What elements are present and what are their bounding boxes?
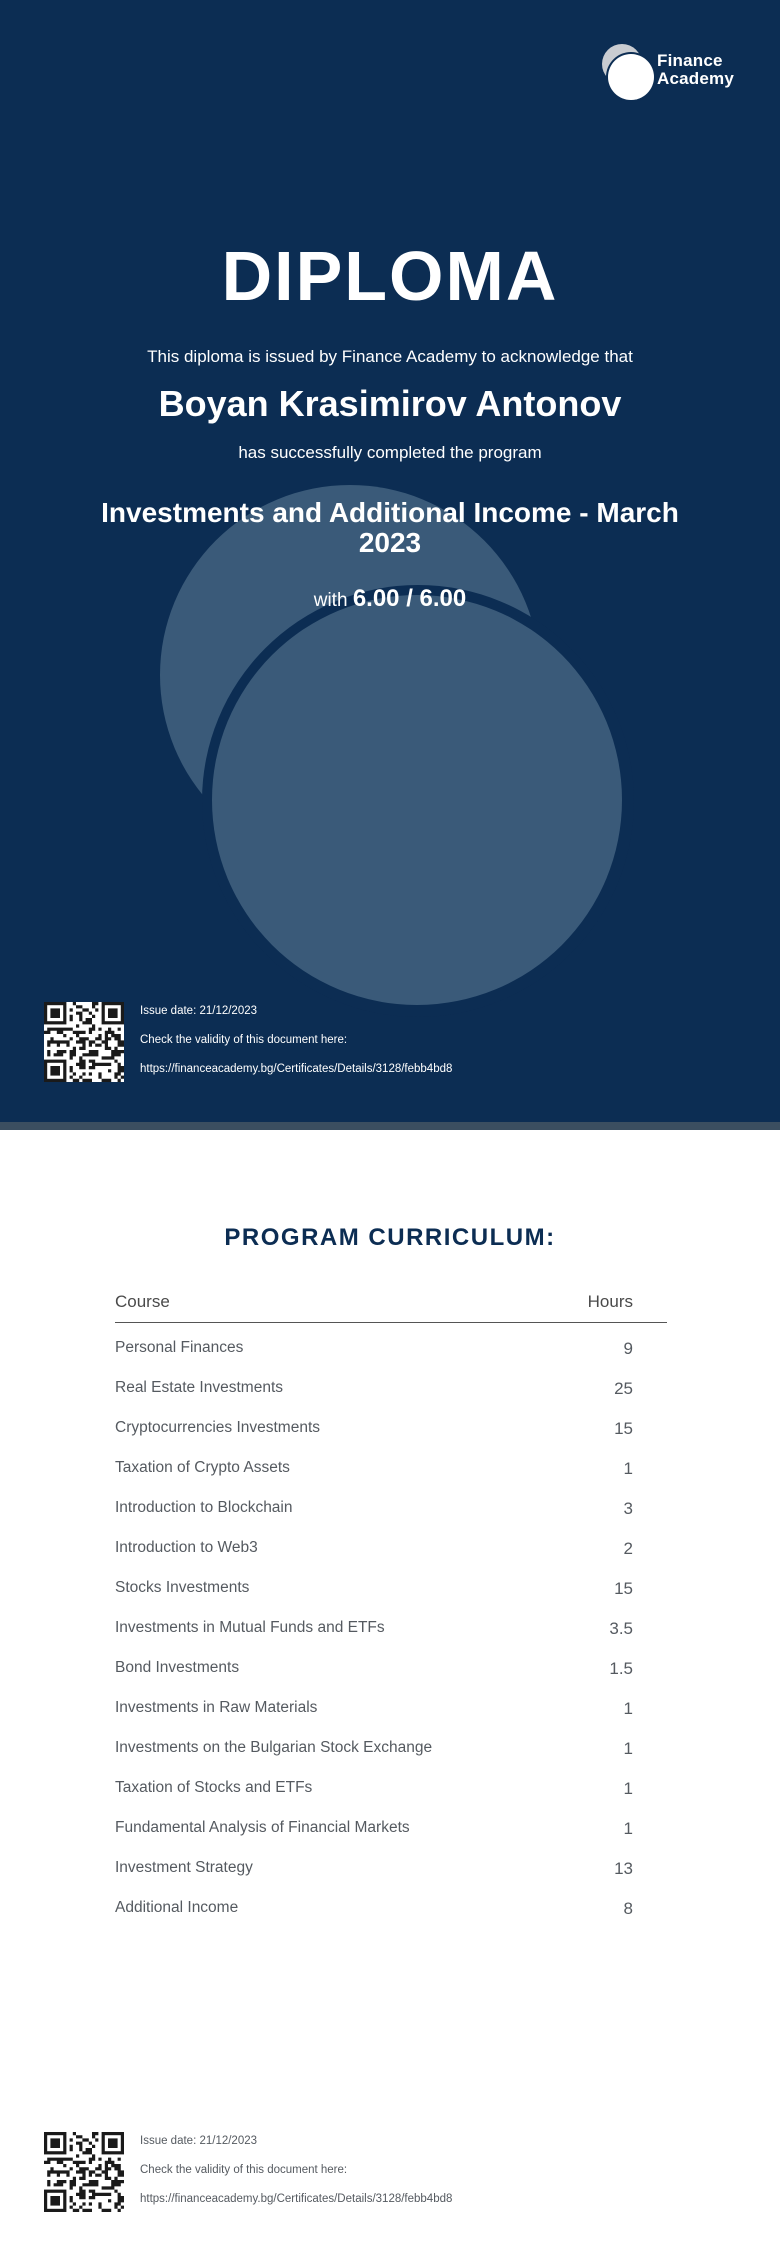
table-row [115,1817,667,1857]
table-header [115,1290,667,1323]
course-name: Fundamental Analysis of Financial Markets [115,1819,410,1836]
course-name: Real Estate Investments [115,1379,283,1396]
course-name: Taxation of Crypto Assets [115,1459,290,1476]
header-course: Course [115,1292,170,1311]
curriculum-title: PROGRAM CURRICULUM: [224,1224,556,1251]
course-hours: 2 [623,1539,633,1558]
course-hours: 15 [614,1579,633,1598]
course-hours: 1.5 [609,1659,633,1678]
page-separator [0,1122,780,1130]
diploma-title: DIPLOMA [221,237,559,315]
completed-text: has successfully completed the program [238,443,542,462]
course-name: Personal Finances [115,1339,244,1356]
course-name: Cryptocurrencies Investments [115,1419,321,1436]
course-name: Investments in Mutual Funds and ETFs [115,1619,385,1636]
grade-prefix: with [313,590,348,611]
table-row [115,1457,667,1497]
course-hours: 25 [614,1379,633,1398]
logo-circle-front-icon [608,54,654,100]
table-row [115,1657,667,1697]
table-row [115,1497,667,1537]
validity-text: Check the validity of this document here: [140,2164,348,2176]
table-row [115,1697,667,1737]
diploma-page [0,0,780,1122]
course-hours: 8 [623,1899,633,1918]
course-name: Investment Strategy [115,1859,253,1876]
table-row [115,1617,667,1657]
qr-code-icon [44,1002,124,1082]
table-row [115,1897,667,1937]
verification-info [140,1004,452,1091]
course-hours: 1 [623,1459,633,1478]
logo-line-2: Academy [657,69,734,88]
course-name: Introduction to Blockchain [115,1499,293,1516]
validity-text: Check the validity of this document here: [140,1034,348,1046]
course-hours: 3 [623,1499,633,1518]
course-name: Stocks Investments [115,1579,250,1596]
grade-value: 6.00 / 6.00 [352,585,467,612]
course-name: Investments in Raw Materials [115,1699,318,1716]
table-row [115,1737,667,1777]
course-hours: 13 [614,1859,633,1878]
course-hours: 1 [623,1739,633,1758]
logo-text [657,52,734,88]
verification-info [140,2134,452,2221]
issue-date: Issue date: 21/12/2023 [140,1005,258,1017]
course-name: Introduction to Web3 [115,1539,258,1556]
course-hours: 9 [623,1339,633,1358]
course-hours: 1 [623,1819,633,1838]
course-hours: 3.5 [609,1619,633,1638]
table-row [115,1857,667,1897]
qr-code-icon [44,2132,124,2212]
validity-url[interactable]: https://financeacademy.bg/Certificates/Details/3128/febb4bd8 [140,1063,453,1075]
decorative-circle-front [212,595,622,1005]
course-name: Additional Income [115,1899,239,1916]
course-hours: 1 [623,1779,633,1798]
table-row [115,1337,667,1377]
table-row [115,1377,667,1417]
validity-url[interactable]: https://financeacademy.bg/Certificates/Details/3128/febb4bd8 [140,2193,453,2205]
logo-line-1: Finance [657,51,723,70]
table-row [115,1577,667,1617]
course-name: Bond Investments [115,1659,240,1676]
course-hours: 1 [623,1699,633,1718]
header-hours: Hours [587,1292,633,1311]
diploma-intro: This diploma is issued by Finance Academy to acknowledge that [147,347,633,366]
table-row [115,1537,667,1577]
course-name: Taxation of Stocks and ETFs [115,1779,313,1796]
course-hours: 15 [614,1419,633,1438]
issue-date: Issue date: 21/12/2023 [140,2135,258,2147]
program-name: Investments and Additional Income - March 2023 [101,497,679,558]
table-body [115,1323,667,1937]
grade-line [0,584,780,616]
finance-academy-logo [602,44,742,102]
table-row [115,1777,667,1817]
curriculum-table [115,1290,667,1937]
recipient-name: Boyan Krasimirov Antonov [158,383,622,424]
table-row [115,1417,667,1457]
course-name: Investments on the Bulgarian Stock Exchange [115,1739,433,1756]
